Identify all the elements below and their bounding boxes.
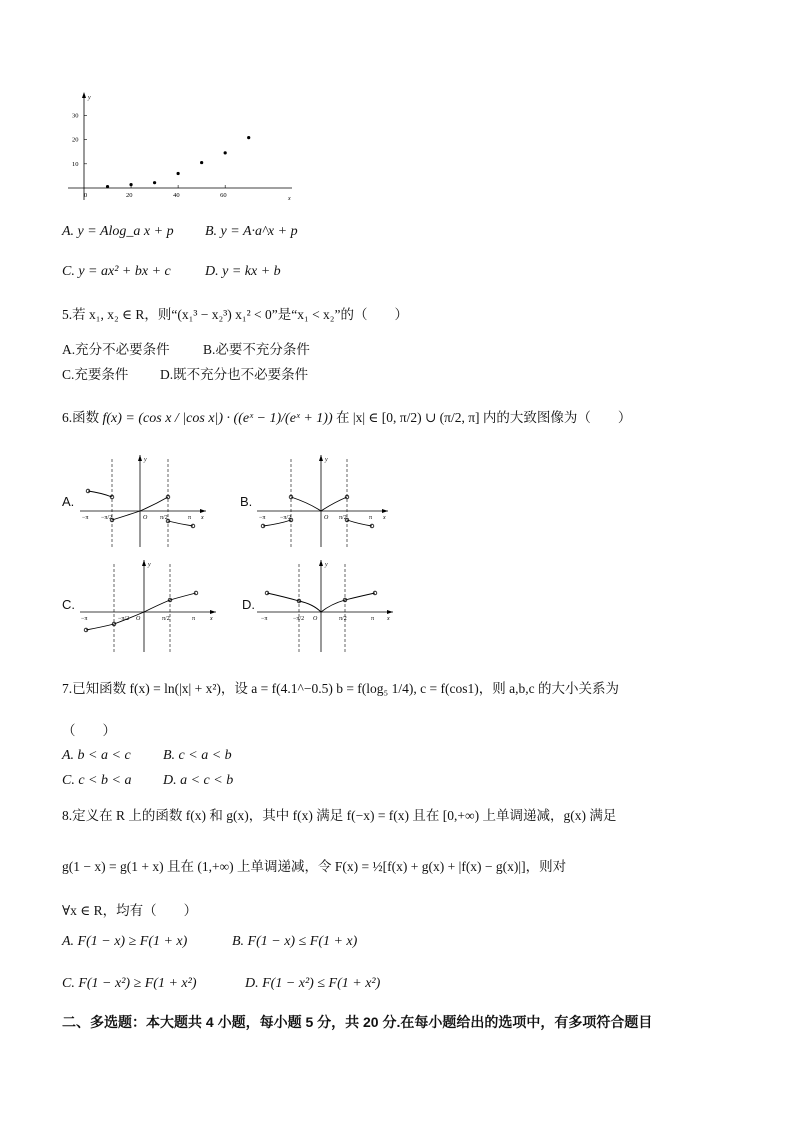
section-heading: 二、多选题：本大题共 4 小题，每小题 5 分，共 20 分.在每小题给出的选项中，有多项符合题目 [62, 1014, 653, 1030]
y-tick-label: 20 [72, 136, 79, 144]
q6-stem [62, 409, 631, 428]
y-axis-arrow [319, 455, 323, 461]
tick-label-half-pi: π/2 [339, 515, 347, 521]
curve-left [267, 593, 299, 601]
q6-graph-a [78, 453, 208, 549]
axis-label-x: x [201, 515, 204, 521]
curve-right [168, 521, 193, 526]
curve-right [170, 593, 196, 600]
tick-label-origin: O [324, 515, 329, 521]
x-axis-arrow [210, 610, 216, 614]
tick-label-neg-pi: −π [82, 515, 89, 521]
x-axis-label: x [288, 196, 291, 202]
q6-graph-c [78, 558, 218, 654]
curve-left [88, 491, 112, 497]
data-point [177, 172, 180, 175]
q8-option-b: B. F(1 − x) ≤ F(1 + x) [232, 934, 358, 949]
q6-domain: 在 |x| ∈ [0, π/2) ∪ (π/2, π] [336, 410, 480, 425]
x-axis-arrow [382, 509, 388, 513]
tick-label-origin: O [313, 616, 318, 622]
data-point [129, 183, 132, 186]
tick-label-pi: π [192, 616, 196, 622]
tick-label-neg-pi: −π [259, 515, 266, 521]
x-tick-label: 20 [126, 192, 133, 199]
y-tick-label: 30 [72, 112, 79, 120]
axis-label-y: y [325, 562, 328, 568]
curve-right [345, 593, 375, 600]
y-axis-label: y [88, 95, 91, 101]
data-point [224, 151, 227, 154]
axis-label-y: y [144, 457, 147, 463]
q8-line-1: 8.定义在 R 上的函数 f(x) 和 g(x)，其中 f(x) 满足 f(−x) = f(x) 且在 [0,+∞) 上单调递减，g(x) 满足 [62, 808, 617, 823]
q5-option-a: A.充分不必要条件 [62, 342, 170, 357]
q7-stem: 7.已知函数 f(x) = ln(|x| + x²)，设 a = f(4.1^−0.5) b = f(log₅ 1/4), c = f(cos1)，则 a,b,c 的大小关系为 [62, 681, 619, 696]
q7-option-a: A. b < a < c [62, 748, 131, 763]
tick-label-neg-pi: −π [81, 616, 88, 622]
q5-option-c: C.充要条件 [62, 367, 129, 382]
tick-label-half-pi: π/2 [162, 616, 170, 622]
tick-label-pi: π [188, 515, 192, 521]
q4-option-a: A. y = Alog_a x + p [62, 224, 174, 239]
axis-label-y: y [148, 562, 151, 568]
q7-paren: （ ） [62, 723, 116, 738]
x-tick-label: 40 [173, 192, 180, 199]
q7-option-c: C. c < b < a [62, 773, 132, 788]
q7-option-d: D. a < c < b [163, 773, 234, 788]
y-axis-arrow [82, 92, 86, 98]
y-axis-arrow [142, 560, 146, 566]
tick-label-origin: O [143, 515, 148, 521]
q6-graph-label-d: D. [242, 597, 255, 612]
q5-stem: 5.若 x₁, x₂ ∈ R，则“(x₁³ − x₂³) x₁² < 0”是“x₁ < x₂”的（ ） [62, 307, 409, 322]
data-point [106, 185, 109, 188]
q6-prefix: 6.函数 [62, 410, 100, 425]
q6-suffix: 内的大致图像为（ ） [482, 410, 632, 425]
q5-option-b: B.必要不充分条件 [203, 342, 310, 357]
tick-label-neg-half-pi: −π/2 [118, 616, 130, 622]
axis-label-x: x [387, 616, 390, 622]
q7-option-b: B. c < a < b [163, 748, 232, 763]
x-tick-label: 60 [220, 192, 227, 199]
q8-line-3: ∀x ∈ R，均有（ ） [62, 903, 198, 918]
q8-option-c: C. F(1 − x²) ≥ F(1 + x²) [62, 976, 197, 991]
q6-graph-b [255, 453, 390, 549]
x-axis-arrow [200, 509, 206, 513]
q6-graph-label-b: B. [240, 494, 253, 509]
q8-option-d: D. F(1 − x²) ≤ F(1 + x²) [245, 976, 381, 991]
curve-middle [291, 497, 347, 511]
x-axis-arrow [387, 610, 393, 614]
curve-left [86, 624, 114, 630]
q4-option-d: D. y = kx + b [205, 264, 281, 279]
tick-label-pi: π [369, 515, 373, 521]
y-tick-label: 10 [72, 160, 79, 168]
q8-option-a: A. F(1 − x) ≥ F(1 + x) [62, 934, 188, 949]
tick-label-neg-pi: −π [261, 616, 268, 622]
q4-option-b: B. y = A·a^x + p [205, 224, 298, 239]
data-point [153, 181, 156, 184]
tick-label-origin: O [136, 616, 141, 622]
q6-graph-label-a: A. [62, 494, 75, 509]
tick-label-neg-half-pi: −π/2 [293, 616, 305, 622]
q8-line-2: g(1 − x) = g(1 + x) 且在 (1,+∞) 上单调递减，令 F(x) = ½[f(x) + g(x) + |f(x) − g(x)|]，则对 [62, 859, 567, 874]
q5-option-d: D.既不充分也不必要条件 [160, 367, 309, 382]
tick-label-neg-half-pi: −π/2 [280, 515, 292, 521]
q4-option-c: C. y = ax² + bx + c [62, 264, 171, 279]
data-point [200, 161, 203, 164]
x-tick-label: 0 [84, 192, 88, 199]
axis-label-x: x [210, 616, 213, 622]
axis-label-y: y [325, 457, 328, 463]
y-axis-arrow [138, 455, 142, 461]
data-point [247, 136, 250, 139]
axis-label-x: x [383, 515, 386, 521]
q6-formula: f(x) = (cos x / |cos x|) · ((eˣ − 1)/(eˣ + 1)) [102, 411, 333, 426]
y-axis-arrow [319, 560, 323, 566]
curve-middle [299, 600, 345, 612]
q6-graph-label-c: C. [62, 597, 75, 612]
tick-label-half-pi: π/2 [339, 616, 347, 622]
scatter-chart [60, 90, 300, 205]
tick-label-pi: π [371, 616, 375, 622]
tick-label-half-pi: π/2 [160, 515, 168, 521]
tick-label-neg-half-pi: −π/2 [101, 515, 113, 521]
q6-graph-d [255, 558, 395, 654]
